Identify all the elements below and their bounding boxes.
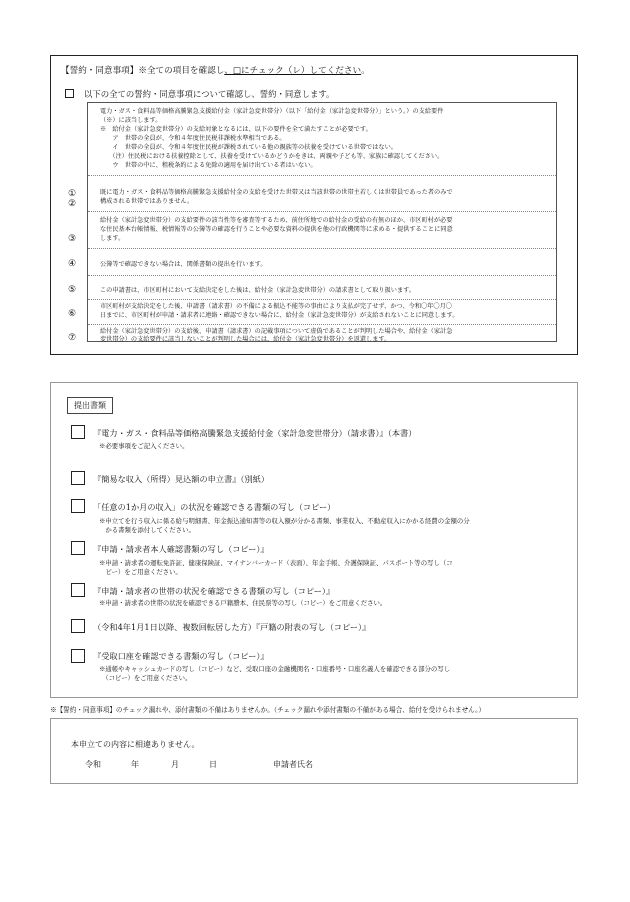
term-divider [88,299,556,300]
applicant-name-label: 申請者氏名 [273,760,313,769]
term-divider [88,324,556,325]
document-note: かる書類を添付してください。 [99,526,195,534]
term-line: 公簿等で確認できない場合は、関係書類の提出を行います。 [100,261,267,268]
term-divider [88,275,556,276]
declaration-section [50,718,578,784]
documents-section [50,382,578,698]
term-line: イ 世帯の全員が、令和４年度住民税が課税されている他の親族等の扶養を受けている世帯ではない。 [100,144,397,151]
date-month-label: 月 [171,760,179,769]
consent-section [50,55,578,355]
document-label: 『申請・請求者本人確認書類の写し（コピー）』 [93,544,269,554]
document-label: 『受取口座を確認できる書類の写し（コピー）』 [93,651,269,661]
document-note: ※申請・請求者の世帯の状況を確認できる戸籍謄本、住民票等の写し（コピー）をご用意ください。 [99,599,387,607]
document-label: 『簡易な収入（所得）見込額の申立書』（別紙） [93,474,270,484]
document-note: （コピー）をご用意ください。 [99,674,192,682]
document-note: ※申請・請求者の運転免許証、健康保険証、マイナンバーカード（表面）、年金手帳、介護保険証、パスポート等の写し（コ [99,559,453,567]
term-divider [88,248,556,249]
document-label: 『申請・請求者の世帯の状況を確認できる書類の写し（コピー）』 [93,586,335,596]
term-line: 日までに、市区町村が申請・請求者に連絡・確認できない場合に、給付金（家計急変世帯分）が支給されないことに同意します。 [100,312,459,319]
term-number: ③ [68,234,77,244]
terms-box [68,102,557,343]
term-line: ア 世帯の全員が、令和４年度住民税非課税水準相当である。 [100,135,286,142]
document-checkbox-3[interactable] [71,499,85,513]
document-label: 『電力・ガス・食料品等価格高騰緊急支援給付金（家計急変世帯分）（請求書）』（本書） [93,428,417,438]
document-note: ※通帳やキャッシュカードの写し（コピー）など、受取口座の金融機関名・口座番号・口座名義人を確認できる部分の写し [99,665,451,673]
term-divider [88,175,556,176]
term-number: ⑦ [68,333,77,343]
term-line: 給付金（家計急変世帯分）の支給要件の該当性等を審査等するため、前住所地での給付金の受給の有無のほか、市区町村が必要 [100,217,453,224]
document-note: ピー）をご用意ください。 [99,568,182,576]
document-checkbox-6[interactable] [71,619,85,633]
term-line: 既に電力・ガス・食料品等価格高騰緊急支援給付金の支給を受けた世帯又は当該世帯の世帯主若しくは世帯員であった者のみで [100,189,453,196]
term-line: （※）に該当します。 [100,117,162,124]
document-checkbox-1[interactable] [71,425,85,439]
consent-heading [61,64,370,76]
consent-checkbox[interactable] [65,89,74,98]
consent-heading-underlined: 、□にチェック（レ）してください [224,66,362,76]
term-line: 電力・ガス・食料品等価格高騰緊急支援給付金（家計急変世帯分）（以下「給付金（家計急変世帯分）」という。）の支給要件 [100,108,444,115]
term-line: 市区町村が支給決定をした後、申請書（請求書）の不備による振込不能等の事由により支払が完了せず、かつ、令和〇年〇月〇 [100,303,452,310]
term-number: ① [68,189,77,199]
document-checkbox-2[interactable] [71,471,85,485]
term-line: 構成される世帯ではありません。 [100,198,194,205]
document-label: （令和4年1月1日以降、複数回転居した方）『戸籍の附表の写し（コピー）』 [93,622,371,632]
declaration-text: 本申立ての内容に相違ありません。 [71,740,200,749]
consent-agree-text: 以下の全ての誓約・同意事項について確認し、誓約・同意します。 [84,89,335,99]
document-checkbox-4[interactable] [71,541,85,555]
term-line: 給付金（家計急変世帯分）の支給後、申請書（請求書）の記載事項について虚偽であることが判明した場合や、給付金（家計急 [100,328,453,335]
document-note: ※申立てを行う収入に係る給与明細書、年金振込通知書等の収入額が分かる書類、事業収入、不動産収入にかかる経費の金額の分 [99,517,470,525]
term-line: ウ 世帯の中に、租税条約による免除の適用を届け出ている者はいない。 [100,162,317,169]
term-number: ⑥ [68,309,77,319]
document-checkbox-7[interactable] [71,649,85,663]
term-number: ② [68,199,77,209]
footer-note: ※【誓約・同意事項】のチェック漏れや、添付書類の不備はありませんか。（チェック漏れや添付書類の不備がある場合、給付を受けられません。） [50,706,486,714]
document-note: ※必要事項をご記入ください。 [99,442,189,450]
term-line: 変世帯分）の支給要件に該当しないことが判明した場合には、給付金（家計急変世帯分）を返還します。 [100,336,391,343]
term-divider [88,211,556,212]
date-era: 令和 [85,760,101,769]
date-year-label: 年 [131,760,139,769]
document-checkbox-5[interactable] [71,583,85,597]
documents-title: 提出書類 [67,397,113,414]
term-number: ④ [68,259,77,269]
term-line: ※ 給付金（家計急変世帯分）の支給対象となるには、以下の要件を全て満たすことが必要です。 [100,126,372,133]
consent-heading-end: 。 [361,66,370,76]
consent-agree-row[interactable] [65,88,334,100]
consent-heading-text: 【誓約・同意事項】※全ての項目を確認し [61,66,225,76]
date-day-label: 日 [209,760,217,769]
term-line: （注）住民税における扶養控除として、扶養を受けているかどうかをきは、両親や子ども等、家族に確認してください。 [100,153,444,160]
term-line: します。 [100,235,125,242]
term-line: な住民基本台帳情報、税情報等の公簿等の確認を行うことや必要な資料の提供を他の行政機関等に求める・提供することに同意 [100,226,453,233]
term-line: この申請書は、市区町村において支給決定をした後は、給付金（家計急変世帯分）の請求書として取り扱います。 [100,287,416,294]
term-number: ⑤ [68,285,77,295]
document-label: 「任意の1か月の収入」の状況を確認できる書類の写し（コピー） [93,502,336,512]
